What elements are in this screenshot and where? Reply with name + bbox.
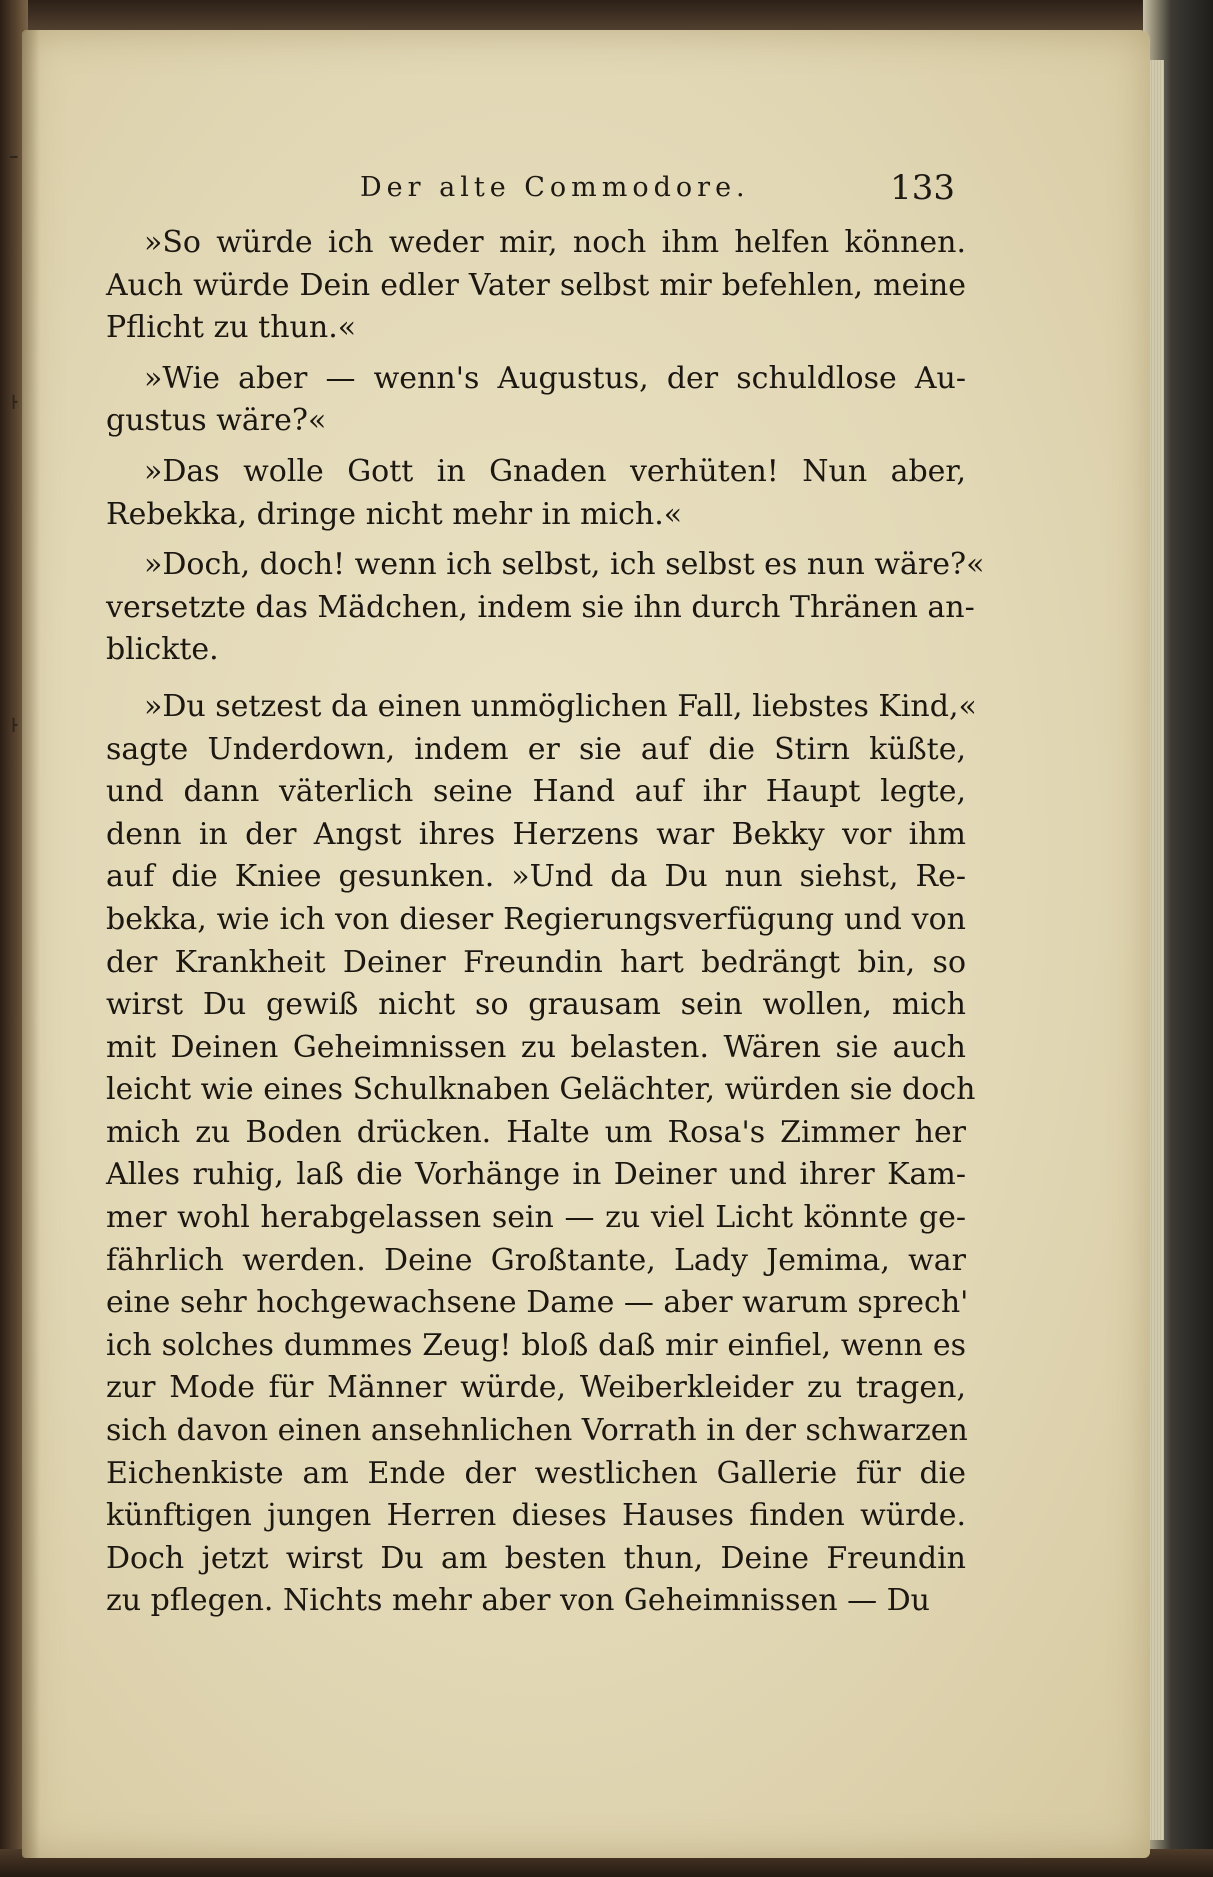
- text-line: »Du setzest da einen unmöglichen Fall, liebstes Kind,«: [144, 688, 977, 724]
- paragraph-gap: [106, 350, 966, 358]
- paragraph: [106, 222, 966, 350]
- running-title: Der alte Commodore.: [360, 172, 750, 203]
- text-line: Doch jetzt wirst Du am besten thun, Deine Freundin: [106, 1540, 966, 1576]
- text-line: mit Deinen Geheimnissen zu belasten. Wären sie auch: [106, 1029, 966, 1065]
- paragraph: [106, 451, 966, 536]
- margin-mark: ┣: [10, 395, 18, 409]
- text-line: mer wohl herabgelassen sein — zu viel Licht könnte ge-: [106, 1200, 966, 1236]
- text-line: ich solches dummes Zeug! bloß daß mir einfiel, wenn es: [106, 1327, 966, 1363]
- paragraph-gap: [106, 536, 966, 544]
- text-line: »So würde ich weder mir, noch ihm helfen können.: [144, 225, 966, 260]
- paragraph: [106, 358, 966, 443]
- text-line: »Doch, doch! wenn ich selbst, ich selbst es nun wäre?«: [144, 547, 985, 583]
- paragraph: [106, 686, 977, 1623]
- text-line: mich zu Boden drücken. Halte um Rosa's Zimmer her: [106, 1114, 966, 1150]
- text-line: Auch würde Dein edler Vater selbst mir befehlen, meine: [106, 267, 966, 303]
- text-line: blickte.: [106, 632, 219, 668]
- page-header: [115, 168, 955, 208]
- text-line: gustus wäre?«: [106, 403, 327, 439]
- text-line: künftigen jungen Herren dieses Hauses finden würde.: [106, 1498, 966, 1534]
- text-line: zu pflegen. Nichts mehr aber von Geheimnissen — Du: [106, 1583, 930, 1619]
- text-line: leicht wie eines Schulknaben Gelächter, würden sie doch: [106, 1072, 976, 1108]
- text-line: fährlich werden. Deine Großtante, Lady Jemima, war: [106, 1242, 966, 1278]
- text-line: Eichenkiste am Ende der westlichen Gallerie für die: [106, 1455, 966, 1491]
- paragraph: [106, 544, 985, 672]
- paragraph-gap: [106, 672, 966, 686]
- text-line: wirst Du gewiß nicht so grausam sein wollen, mich: [106, 987, 966, 1023]
- margin-mark: ━: [10, 150, 18, 164]
- paragraph-gap: [106, 443, 966, 451]
- page-edges: [1150, 60, 1164, 1840]
- body-text: [106, 222, 985, 1623]
- text-line: bekka, wie ich von dieser Regierungsverfügung und von: [106, 901, 966, 937]
- text-line: versetzte das Mädchen, indem sie ihn durch Thränen an-: [106, 589, 975, 625]
- page-number: 133: [890, 168, 955, 208]
- text-line: Pflicht zu thun.«: [106, 310, 357, 346]
- margin-mark: ┣: [10, 718, 18, 732]
- text-line: Rebekka, dringe nicht mehr in mich.«: [106, 496, 683, 532]
- text-line: denn in der Angst ihres Herzens war Bekky vor ihm: [106, 816, 966, 852]
- text-line: sagte Underdown, indem er sie auf die Stirn küßte,: [106, 731, 966, 767]
- text-line: eine sehr hochgewachsene Dame — aber warum sprech': [106, 1285, 969, 1321]
- text-line: Alles ruhig, laß die Vorhänge in Deiner und ihrer Kam-: [106, 1157, 966, 1193]
- text-line: zur Mode für Männer würde, Weiberkleider zu tragen,: [106, 1370, 966, 1406]
- text-line: »Das wolle Gott in Gnaden verhüten! Nun aber,: [144, 453, 966, 489]
- text-line: auf die Kniee gesunken. »Und da Du nun siehst, Re-: [106, 859, 966, 895]
- text-line: »Wie aber — wenn's Augustus, der schuldlose Au-: [144, 360, 966, 396]
- text-line: sich davon einen ansehnlichen Vorrath in der schwarzen: [106, 1413, 968, 1449]
- text-line: der Krankheit Deiner Freundin hart bedrängt bin, so: [106, 944, 966, 980]
- page-gutter-shadow: [22, 30, 40, 1858]
- text-line: und dann väterlich seine Hand auf ihr Haupt legte,: [106, 774, 966, 810]
